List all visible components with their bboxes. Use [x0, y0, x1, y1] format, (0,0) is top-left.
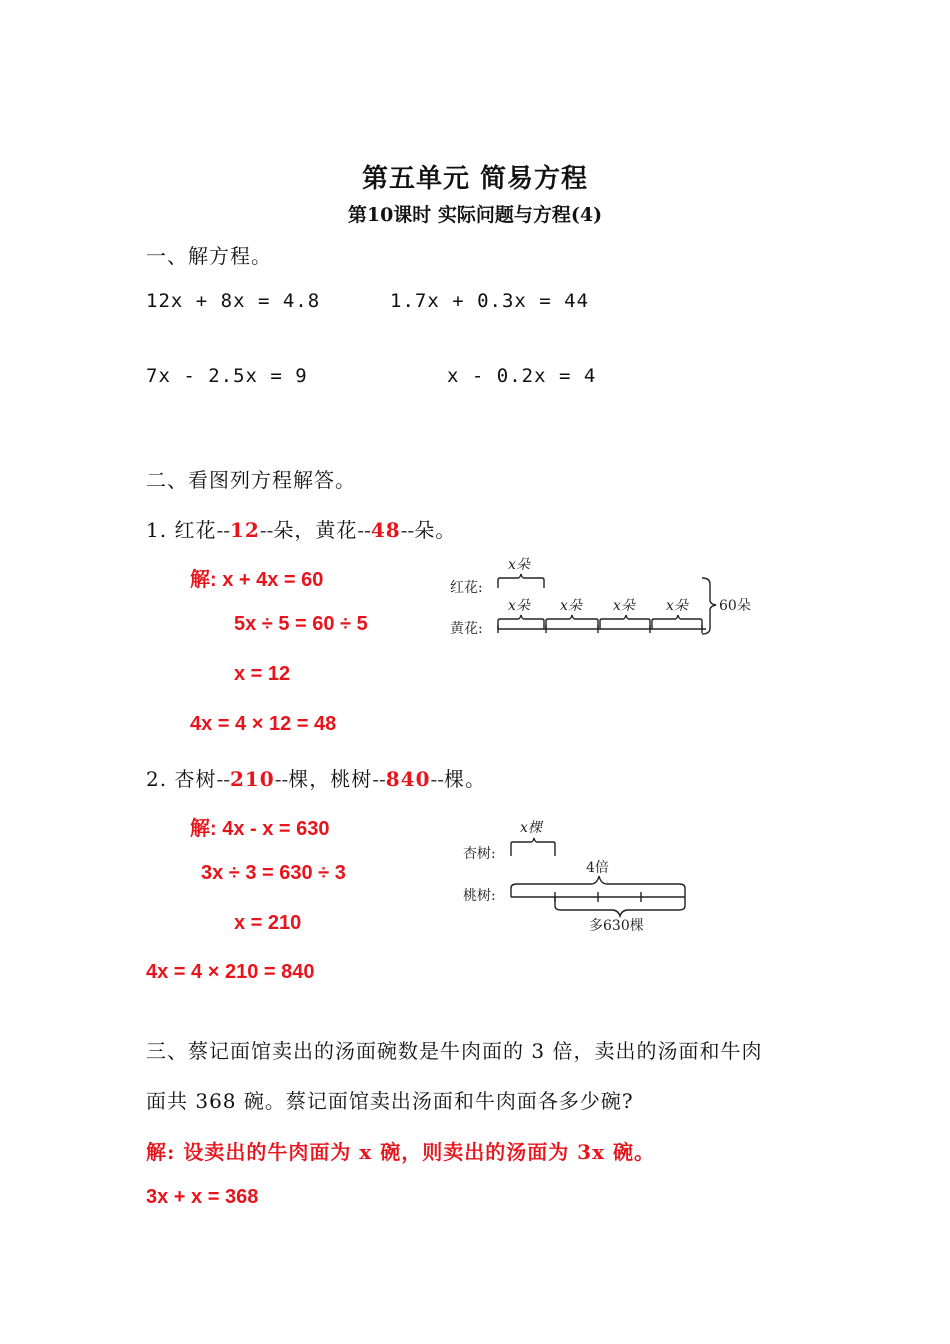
equation-3: 7x - 2.5x = 9: [146, 365, 308, 387]
page-title: 第五单元 简易方程: [361, 164, 589, 194]
diagram-label: x朵: [508, 598, 530, 614]
brace: [498, 615, 544, 629]
diagram-label: 多630棵: [589, 918, 644, 934]
answer-blank: 48: [370, 518, 401, 542]
diagram-label: x朵: [613, 598, 635, 614]
section1-heading: 一、解方程。: [146, 244, 272, 268]
total-brace: [702, 578, 716, 634]
diagram-label: 桃树:: [463, 888, 496, 904]
brace: [600, 615, 650, 629]
difference-brace: [555, 897, 685, 916]
answer-blank: 12: [229, 518, 260, 542]
brace: [652, 615, 702, 629]
question-text: 朵。: [414, 518, 457, 542]
solution-line: 解: x + 4x = 60: [190, 569, 324, 591]
diagram-label: 60朵: [719, 598, 751, 614]
section3-question-line2: 面共 368 碗。蔡记面馆卖出汤面和牛肉面各多少碗?: [146, 1089, 634, 1113]
equation-1: 12x + 8x = 4.8: [146, 290, 321, 312]
question-label: 红花: [174, 518, 217, 542]
diagram-label: x棵: [520, 820, 542, 836]
solution-line: 解: 4x - x = 630: [190, 818, 330, 840]
solution-line: 5x ÷ 5 = 60 ÷ 5: [234, 613, 368, 635]
question-2: 2. 杏树--210--棵，桃树--840--棵。: [146, 767, 487, 791]
question-number: 2.: [146, 767, 168, 791]
question-text: 朵，黄花: [273, 518, 358, 542]
diagram-label: 红花:: [450, 580, 483, 596]
diagram-label: 杏树:: [463, 846, 496, 862]
diagram-label: x朵: [508, 557, 530, 573]
diagram-label: x朵: [560, 598, 582, 614]
question-text: 棵，桃树: [288, 767, 373, 791]
solution-line: 解: 设卖出的牛肉面为 x 碗，则卖出的汤面为 3x 碗。: [146, 1140, 655, 1164]
diagram-label: 黄花:: [450, 621, 483, 637]
brace: [546, 615, 598, 629]
solution-line: x = 210: [234, 912, 302, 934]
solution-line: x = 12: [234, 663, 291, 685]
line-segment-diagram-flowers: [440, 552, 770, 644]
solution-line: 4x = 4 × 210 = 840: [146, 961, 315, 983]
diagram-label: 4倍: [586, 860, 609, 876]
section2-heading: 二、看图列方程解答。: [146, 468, 356, 492]
question-number: 1.: [146, 518, 168, 542]
line-segment-diagram-trees: [455, 812, 700, 940]
solution-line: 4x = 4 × 12 = 48: [190, 713, 337, 735]
solution-line: 3x + x = 368: [146, 1186, 259, 1208]
question-text: 棵。: [444, 767, 487, 791]
lesson-subtitle: 第10课时 实际问题与方程(4): [347, 204, 603, 226]
brace: [511, 838, 555, 856]
equation-2: 1.7x + 0.3x = 44: [390, 290, 590, 312]
diagram-label: x朵: [666, 598, 688, 614]
brace: [498, 574, 544, 588]
answer-blank: 840: [385, 767, 431, 791]
solution-line: 3x ÷ 3 = 630 ÷ 3: [201, 862, 346, 884]
answer-blank: 210: [229, 767, 275, 791]
equation-4: x - 0.2x = 4: [447, 365, 597, 387]
section3-question-line1: 三、蔡记面馆卖出的汤面碗数是牛肉面的 3 倍，卖出的汤面和牛肉: [146, 1039, 763, 1063]
question-1: 1. 红花--12--朵，黄花--48--朵。: [146, 518, 457, 542]
question-label: 杏树: [174, 767, 217, 791]
